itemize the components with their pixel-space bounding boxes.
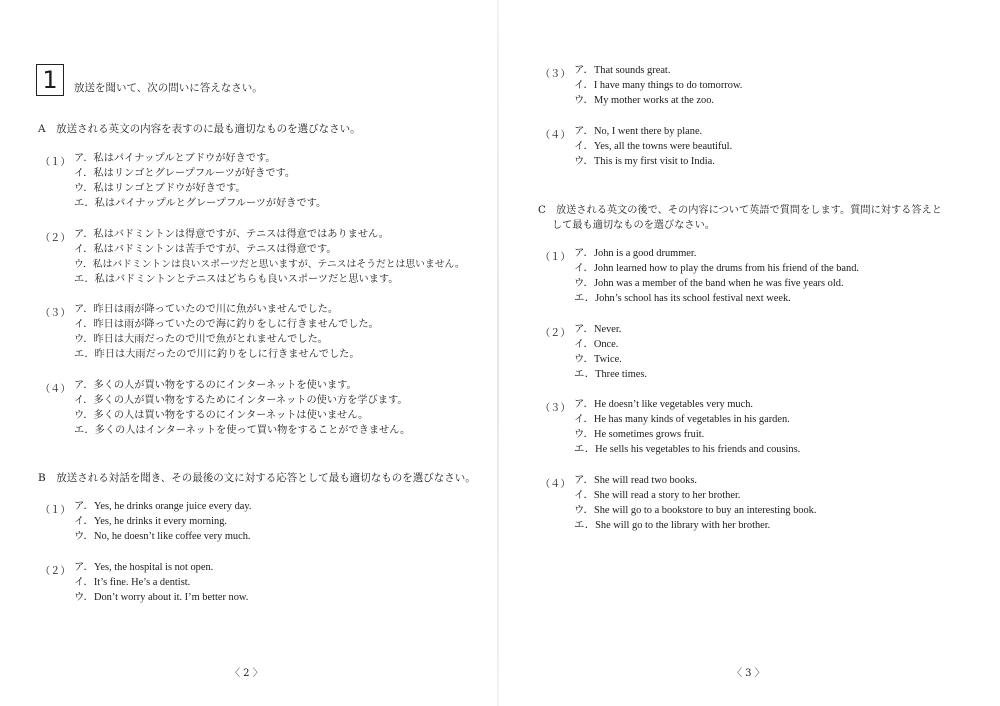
question-number: （２） (40, 566, 71, 577)
answer-option: ア．私はバドミントンは得意ですが、テニスは得意ではありません。 (74, 229, 389, 240)
answer-option: エ．私はパイナップルとグレープフルーツが好きです。 (74, 198, 327, 209)
answer-option: イ．Yes, all the towns were beautiful. (574, 141, 733, 152)
question-number-box: 1 (36, 64, 64, 96)
answer-option: ウ．昨日は大雨だったので川で魚がとれませんでした。 (74, 334, 328, 345)
answer-option: ア．私はパイナップルとブドウが好きです。 (74, 153, 276, 164)
page-gutter (497, 0, 499, 706)
answer-option: イ．Yes, he drinks it every morning. (74, 516, 227, 527)
answer-option: ウ．He sometimes grows fruit. (574, 429, 705, 440)
answer-option: ア．多くの人が買い物をするのにインターネットを使います。 (74, 380, 357, 391)
answer-option: ウ．多くの人は買い物をするのにインターネットは使いません。 (74, 410, 369, 421)
answer-option: イ．昨日は雨が降っていたので海に釣りをしに行きませんでした。 (74, 319, 379, 330)
answer-option: ウ．私はバドミントンは良いスポーツだと思いますが、テニスはそうだとは思いません。 (74, 259, 465, 270)
answer-option: イ．She will read a story to her brother. (574, 490, 741, 501)
answer-option: ウ．This is my first visit to India. (574, 156, 715, 167)
question-number: （３） (540, 69, 571, 80)
answer-option: ア．昨日は雨が降っていたので川に魚がいませんでした。 (74, 304, 339, 315)
question-number: （１） (40, 157, 71, 168)
answer-option: ウ．My mother works at the zoo. (574, 95, 714, 106)
answer-option: ア．That sounds great. (574, 65, 671, 76)
answer-option: エ．私はバドミントンとテニスはどちらも良いスポーツだと思います。 (74, 274, 399, 285)
question-number: （１） (540, 252, 571, 263)
answer-option: ウ．She will go to a bookstore to buy an interesting book. (574, 505, 817, 516)
answer-option: エ．Three times. (574, 369, 648, 380)
answer-option: ア．Yes, he drinks orange juice every day. (74, 501, 252, 512)
question-number: （４） (540, 130, 571, 141)
answer-option: ア．Yes, the hospital is not open. (74, 562, 214, 573)
answer-option: エ．He sells his vegetables to his friends and cousins. (574, 444, 801, 455)
answer-option: イ．私はバドミントンは苦手ですが、テニスは得意です。 (74, 244, 337, 255)
question-number: （４） (540, 479, 571, 490)
question-number: （３） (40, 308, 71, 319)
answer-option: ウ．No, he doesn’t like coffee very much. (74, 531, 251, 542)
answer-option: ア．No, I went there by plane. (574, 126, 703, 137)
answer-option: ア．She will read two books. (574, 475, 697, 486)
answer-option: イ．It’s fine. He’s a dentist. (74, 577, 191, 588)
answer-option: イ．I have many things to do tomorrow. (574, 80, 743, 91)
section-c-heading-cont: して最も適切なものを選びなさい。 (552, 220, 715, 231)
question-number: （４） (40, 384, 71, 395)
answer-option: イ．多くの人が買い物をするためにインターネットの使い方を学びます。 (74, 395, 408, 406)
section-b-heading: B 放送される対話を聞き、その最後の文に対する応答として最も適切なものを選びなさい。 (38, 472, 476, 484)
answer-option: ア．Never. (574, 324, 622, 335)
answer-option: イ．John learned how to play the drums from his friend of the band. (574, 263, 860, 274)
answer-option: イ．Once. (574, 339, 619, 350)
question-number: （２） (40, 233, 71, 244)
answer-option: ウ．Twice. (574, 354, 622, 365)
question-number: （３） (540, 403, 571, 414)
question-number: （１） (40, 505, 71, 516)
answer-option: ウ．私はリンゴとブドウが好きです。 (74, 183, 246, 194)
page-number: 〈 3 〉 (732, 668, 765, 679)
answer-option: ウ．John was a member of the band when he was five years old. (574, 278, 844, 289)
answer-option: エ．John’s school has its school festival next week. (574, 293, 791, 304)
question-number: （２） (540, 328, 571, 339)
answer-option: エ．She will go to the library with her brother. (574, 520, 771, 531)
section-a-heading: A 放送される英文の内容を表すのに最も適切なものを選びなさい。 (38, 123, 361, 135)
answer-option: ア．John is a good drummer. (574, 248, 697, 259)
page-number: 〈 2 〉 (230, 668, 263, 679)
section-c-heading: C 放送される英文の後で、その内容について英語で質問をします。質問に対する答えと (538, 205, 942, 216)
answer-option: イ．私はリンゴとグレープフルーツが好きです。 (74, 168, 296, 179)
answer-option: エ．昨日は大雨だったので川に釣りをしに行きませんでした。 (74, 349, 360, 360)
answer-option: エ．多くの人はインターネットを使って買い物をすることができません。 (74, 425, 411, 436)
instruction-text: 放送を聞いて、次の問いに答えなさい。 (74, 82, 263, 94)
answer-option: ウ．Don’t worry about it. I’m better now. (74, 592, 249, 603)
right-page (500, 0, 1000, 706)
answer-option: ア．He doesn’t like vegetables very much. (574, 399, 754, 410)
answer-option: イ．He has many kinds of vegetables in his garden. (574, 414, 790, 425)
